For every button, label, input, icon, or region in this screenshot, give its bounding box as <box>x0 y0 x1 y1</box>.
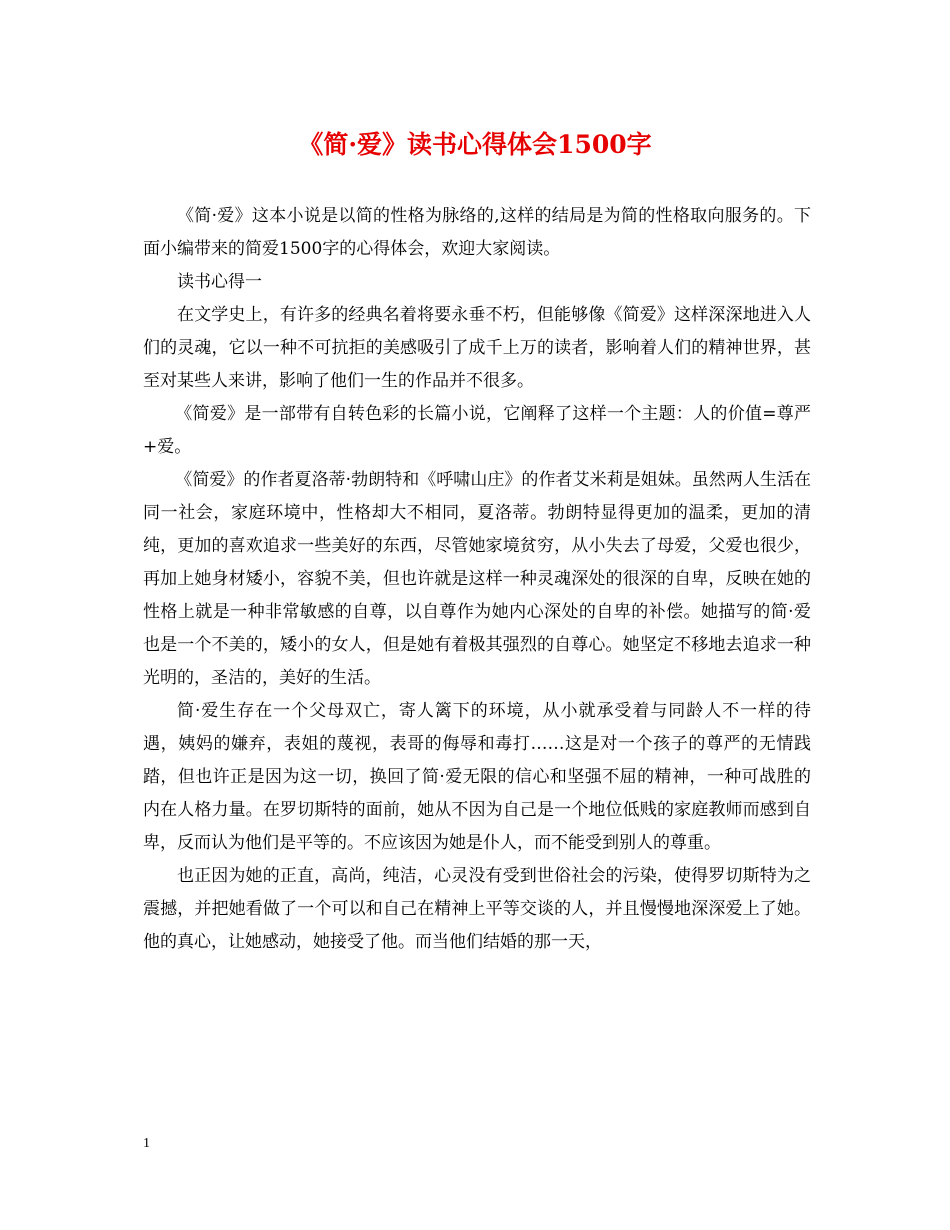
page-number: 1 <box>143 1136 150 1151</box>
paragraph-childhood: 简·爱生存在一个父母双亡，寄人篱下的环境，从小就承受着与同龄人不一样的待遇，姨妈的嫌弃，表姐的蔑视，表哥的侮辱和毒打……这是对一个孩子的尊严的无情践踏，但也许正是因为这一切，换回了简·爱无限的信心和坚强不屈的精神，一种可战胜的内在人格力量。在罗切斯特的面前，她从不因为自己是一个地位低贱的家庭教师而感到自卑，反而认为他们是平等的。不应该因为她是仆人，而不能受到别人的尊重。 <box>143 701 811 853</box>
paragraph-rochester: 也正因为她的正直，高尚，纯洁，心灵没有受到世俗社会的污染，使得罗切斯特为之震撼，并把她看做了一个可以和自己在精神上平等交谈的人，并且慢慢地深深爱上了她。他的真心，让她感动，她接受了他。而当他们结婚的那一天， <box>143 866 811 952</box>
document-body <box>143 200 811 959</box>
paragraph-intro: 《简·爱》这本小说是以简的性格为脉络的,这样的结局是为简的性格取向服务的。下面小编带来的简爱1500字的心得体会，欢迎大家阅读。 <box>143 206 811 259</box>
paragraph-author: 《简爱》的作者夏洛蒂·勃朗特和《呼啸山庄》的作者艾米莉是姐妹。虽然两人生活在同一社会，家庭环境中，性格却大不相同，夏洛蒂。勃朗特显得更加的温柔，更加的清纯，更加的喜欢追求一些美好的东西，尽管她家境贫穷，从小失去了母爱，父爱也很少，再加上她身材矮小，容貌不美，但也许就是这样一种灵魂深处的很深的自卑，反映在她的性格上就是一种非常敏感的自尊，以自尊作为她内心深处的自卑的补偿。她描写的简·爱也是一个不美的，矮小的女人，但是她有着极其强烈的自尊心。她坚定不移地去追求一种光明的，圣洁的，美好的生活。 <box>143 470 811 688</box>
paragraph-literature: 在文学史上，有许多的经典名着将要永垂不朽，但能够像《简爱》这样深深地进入人们的灵魂，它以一种不可抗拒的美感吸引了成千上万的读者，影响着人们的精神世界，甚至对某些人来讲，影响了他们一生的作品并不很多。 <box>143 305 811 391</box>
document-title: 《简·爱》读书心得体会1500字 <box>298 130 652 159</box>
paragraph-theme: 《简爱》是一部带有自转色彩的长篇小说，它阐释了这样一个主题：人的价值=尊严+爱。 <box>143 404 811 457</box>
section-heading: 读书心得一 <box>177 272 262 292</box>
